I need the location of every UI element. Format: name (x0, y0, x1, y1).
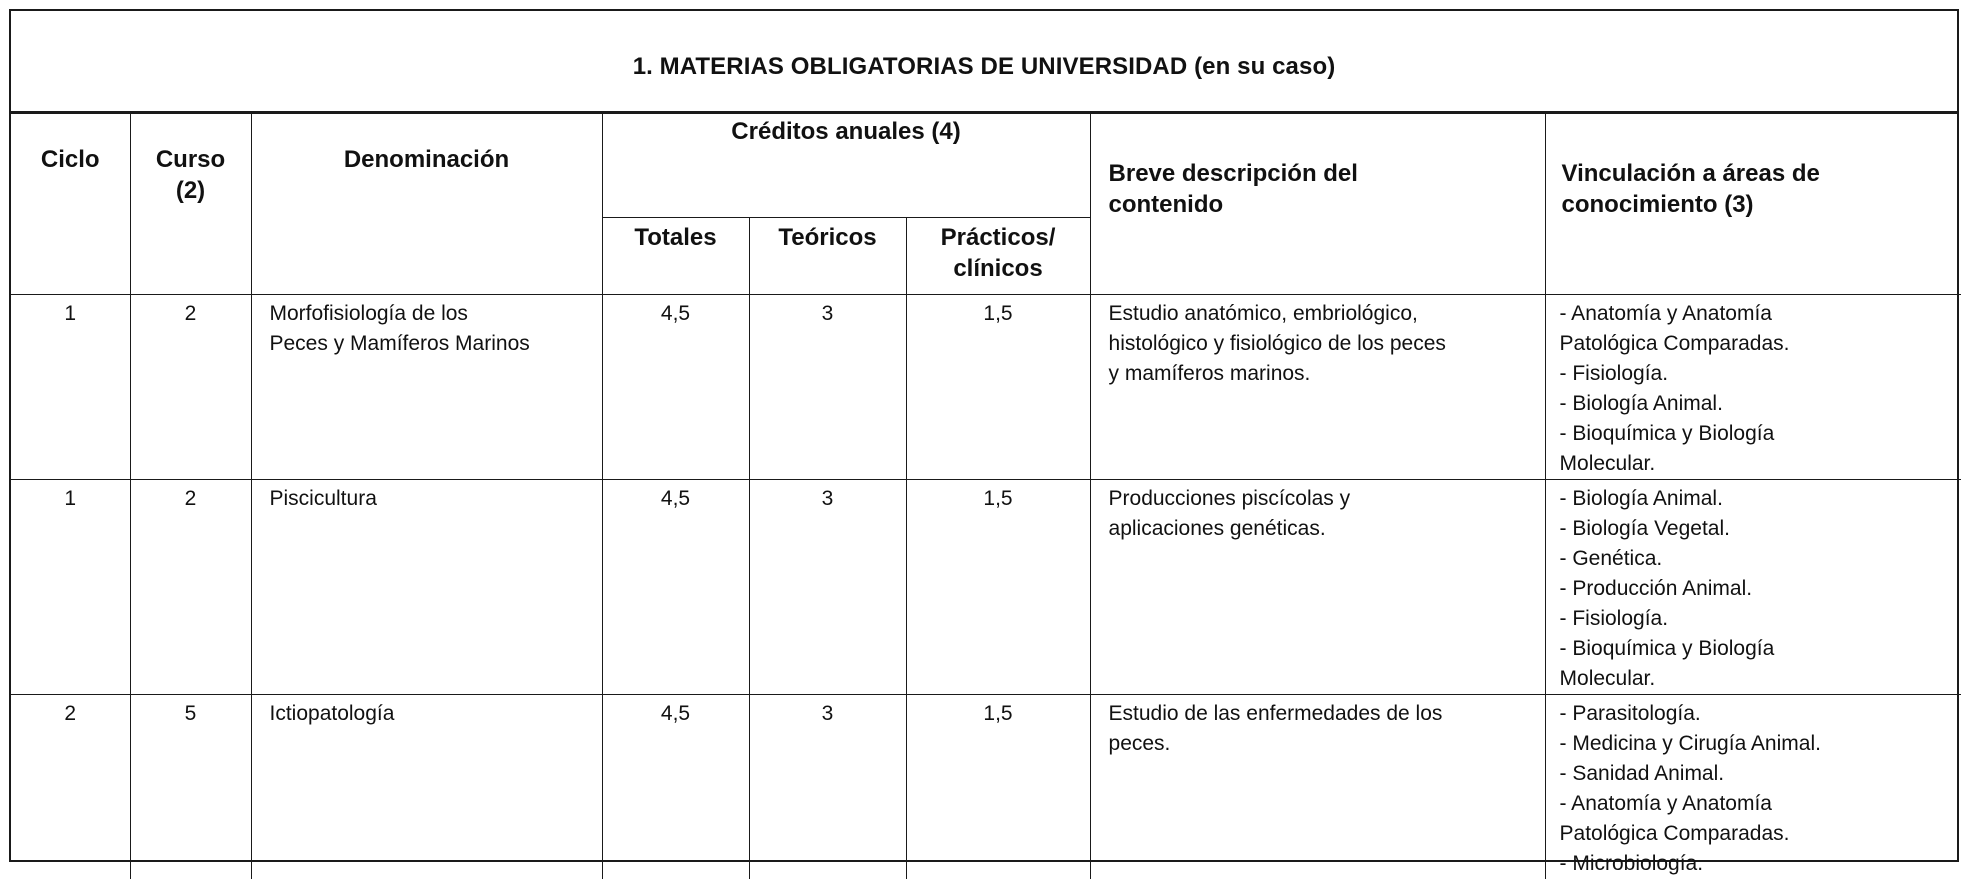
subjects-table (11, 114, 1961, 879)
header-practicos (906, 217, 1090, 294)
curso-value: 5 (184, 701, 197, 725)
descripcion-line: Estudio anatómico, embriológico, (1108, 301, 1418, 325)
teoricos-value: 3 (821, 301, 834, 325)
area-line: Molecular. (1559, 666, 1656, 690)
cell-denominacion (251, 294, 602, 479)
header-curso-line2: (2) (175, 177, 206, 204)
cell-descripcion (1090, 694, 1545, 879)
cell-descripcion (1090, 294, 1545, 479)
totales-value: 4,5 (660, 486, 691, 510)
cell-descripcion (1090, 479, 1545, 694)
descripcion-line: histológico y fisiológico de los peces (1108, 331, 1446, 355)
descripcion-line: Producciones piscícolas y (1108, 486, 1351, 510)
cell-totales (602, 694, 749, 879)
area-line: - Biología Animal. (1559, 391, 1723, 415)
document-sheet (9, 9, 1959, 875)
header-practicos-line2: clínicos (953, 254, 1043, 282)
header-ciclo-label: Ciclo (40, 146, 100, 173)
denominacion-line: Ictiopatología (269, 701, 395, 725)
cell-ciclo (11, 694, 130, 879)
header-teoricos-label: Teóricos (778, 223, 877, 251)
area-line: - Parasitología. (1559, 701, 1701, 725)
area-line: - Bioquímica y Biología (1559, 421, 1775, 445)
header-vinculacion (1545, 114, 1961, 294)
table-row (11, 294, 1961, 479)
header-denominacion (251, 114, 602, 294)
ciclo-value: 1 (64, 486, 77, 510)
ciclo-value: 2 (64, 701, 77, 725)
totales-value: 4,5 (660, 301, 691, 325)
header-practicos-line1: Prácticos/ (940, 223, 1056, 251)
denominacion-line: Piscicultura (269, 486, 377, 510)
area-line: Patológica Comparadas. (1559, 821, 1790, 845)
ciclo-value: 1 (64, 301, 77, 325)
header-teoricos (749, 217, 906, 294)
header-curso (130, 114, 251, 294)
header-totales-label: Totales (634, 223, 717, 251)
area-line: - Genética. (1559, 546, 1663, 570)
header-denominacion-label: Denominación (343, 146, 510, 173)
cell-practicos (906, 479, 1090, 694)
header-row-top (11, 114, 1961, 217)
curso-value: 2 (184, 486, 197, 510)
table-row (11, 694, 1961, 879)
header-creditos (602, 114, 1090, 217)
teoricos-value: 3 (821, 701, 834, 725)
cell-totales (602, 479, 749, 694)
cell-teoricos (749, 479, 906, 694)
area-line: Patológica Comparadas. (1559, 331, 1790, 355)
cell-curso (130, 294, 251, 479)
area-line: - Fisiología. (1559, 606, 1669, 630)
header-descripcion-line2: contenido (1108, 191, 1224, 218)
area-line: - Producción Animal. (1559, 576, 1753, 600)
cell-ciclo (11, 294, 130, 479)
cell-curso (130, 479, 251, 694)
totales-value: 4,5 (660, 701, 691, 725)
cell-teoricos (749, 294, 906, 479)
cell-denominacion (251, 694, 602, 879)
descripcion-line: aplicaciones genéticas. (1108, 516, 1326, 540)
practicos-value: 1,5 (983, 486, 1013, 510)
area-line: - Sanidad Animal. (1559, 761, 1725, 785)
header-ciclo (11, 114, 130, 294)
area-line: - Biología Vegetal. (1559, 516, 1730, 540)
cell-areas (1545, 479, 1961, 694)
cell-practicos (906, 694, 1090, 879)
teoricos-value: 3 (821, 486, 834, 510)
area-line: - Bioquímica y Biología (1559, 636, 1775, 660)
descripcion-line: Estudio de las enfermedades de los (1108, 701, 1443, 725)
area-line: - Microbiología. (1559, 851, 1704, 875)
curso-value: 2 (184, 301, 197, 325)
header-vinculacion-line2: conocimiento (3) (1561, 191, 1754, 218)
cell-curso (130, 694, 251, 879)
cell-areas (1545, 694, 1961, 879)
area-line: Molecular. (1559, 451, 1656, 475)
header-creditos-label: Créditos anuales (4) (731, 118, 961, 145)
header-descripcion-line1: Breve descripción del (1108, 160, 1358, 187)
practicos-value: 1,5 (983, 701, 1013, 725)
denominacion-line: Morfofisiología de los (269, 301, 468, 325)
cell-teoricos (749, 694, 906, 879)
area-line: - Biología Animal. (1559, 486, 1723, 510)
header-totales (602, 217, 749, 294)
denominacion-line: Peces y Mamíferos Marinos (269, 331, 530, 355)
header-curso-line1: Curso (155, 146, 226, 173)
area-line: - Anatomía y Anatomía (1559, 301, 1772, 325)
title-band (11, 11, 1957, 114)
area-line: - Anatomía y Anatomía (1559, 791, 1772, 815)
area-line: - Fisiología. (1559, 361, 1669, 385)
area-line: - Medicina y Cirugía Animal. (1559, 731, 1821, 755)
header-descripcion (1090, 114, 1545, 294)
cell-areas (1545, 294, 1961, 479)
descripcion-line: y mamíferos marinos. (1108, 361, 1311, 385)
practicos-value: 1,5 (983, 301, 1013, 325)
cell-denominacion (251, 479, 602, 694)
header-vinculacion-line1: Vinculación a áreas de (1561, 160, 1820, 187)
document-title: 1. MATERIAS OBLIGATORIAS DE UNIVERSIDAD (en su caso) (632, 53, 1336, 80)
table-row (11, 479, 1961, 694)
cell-ciclo (11, 479, 130, 694)
descripcion-line: peces. (1108, 731, 1171, 755)
cell-practicos (906, 294, 1090, 479)
cell-totales (602, 294, 749, 479)
